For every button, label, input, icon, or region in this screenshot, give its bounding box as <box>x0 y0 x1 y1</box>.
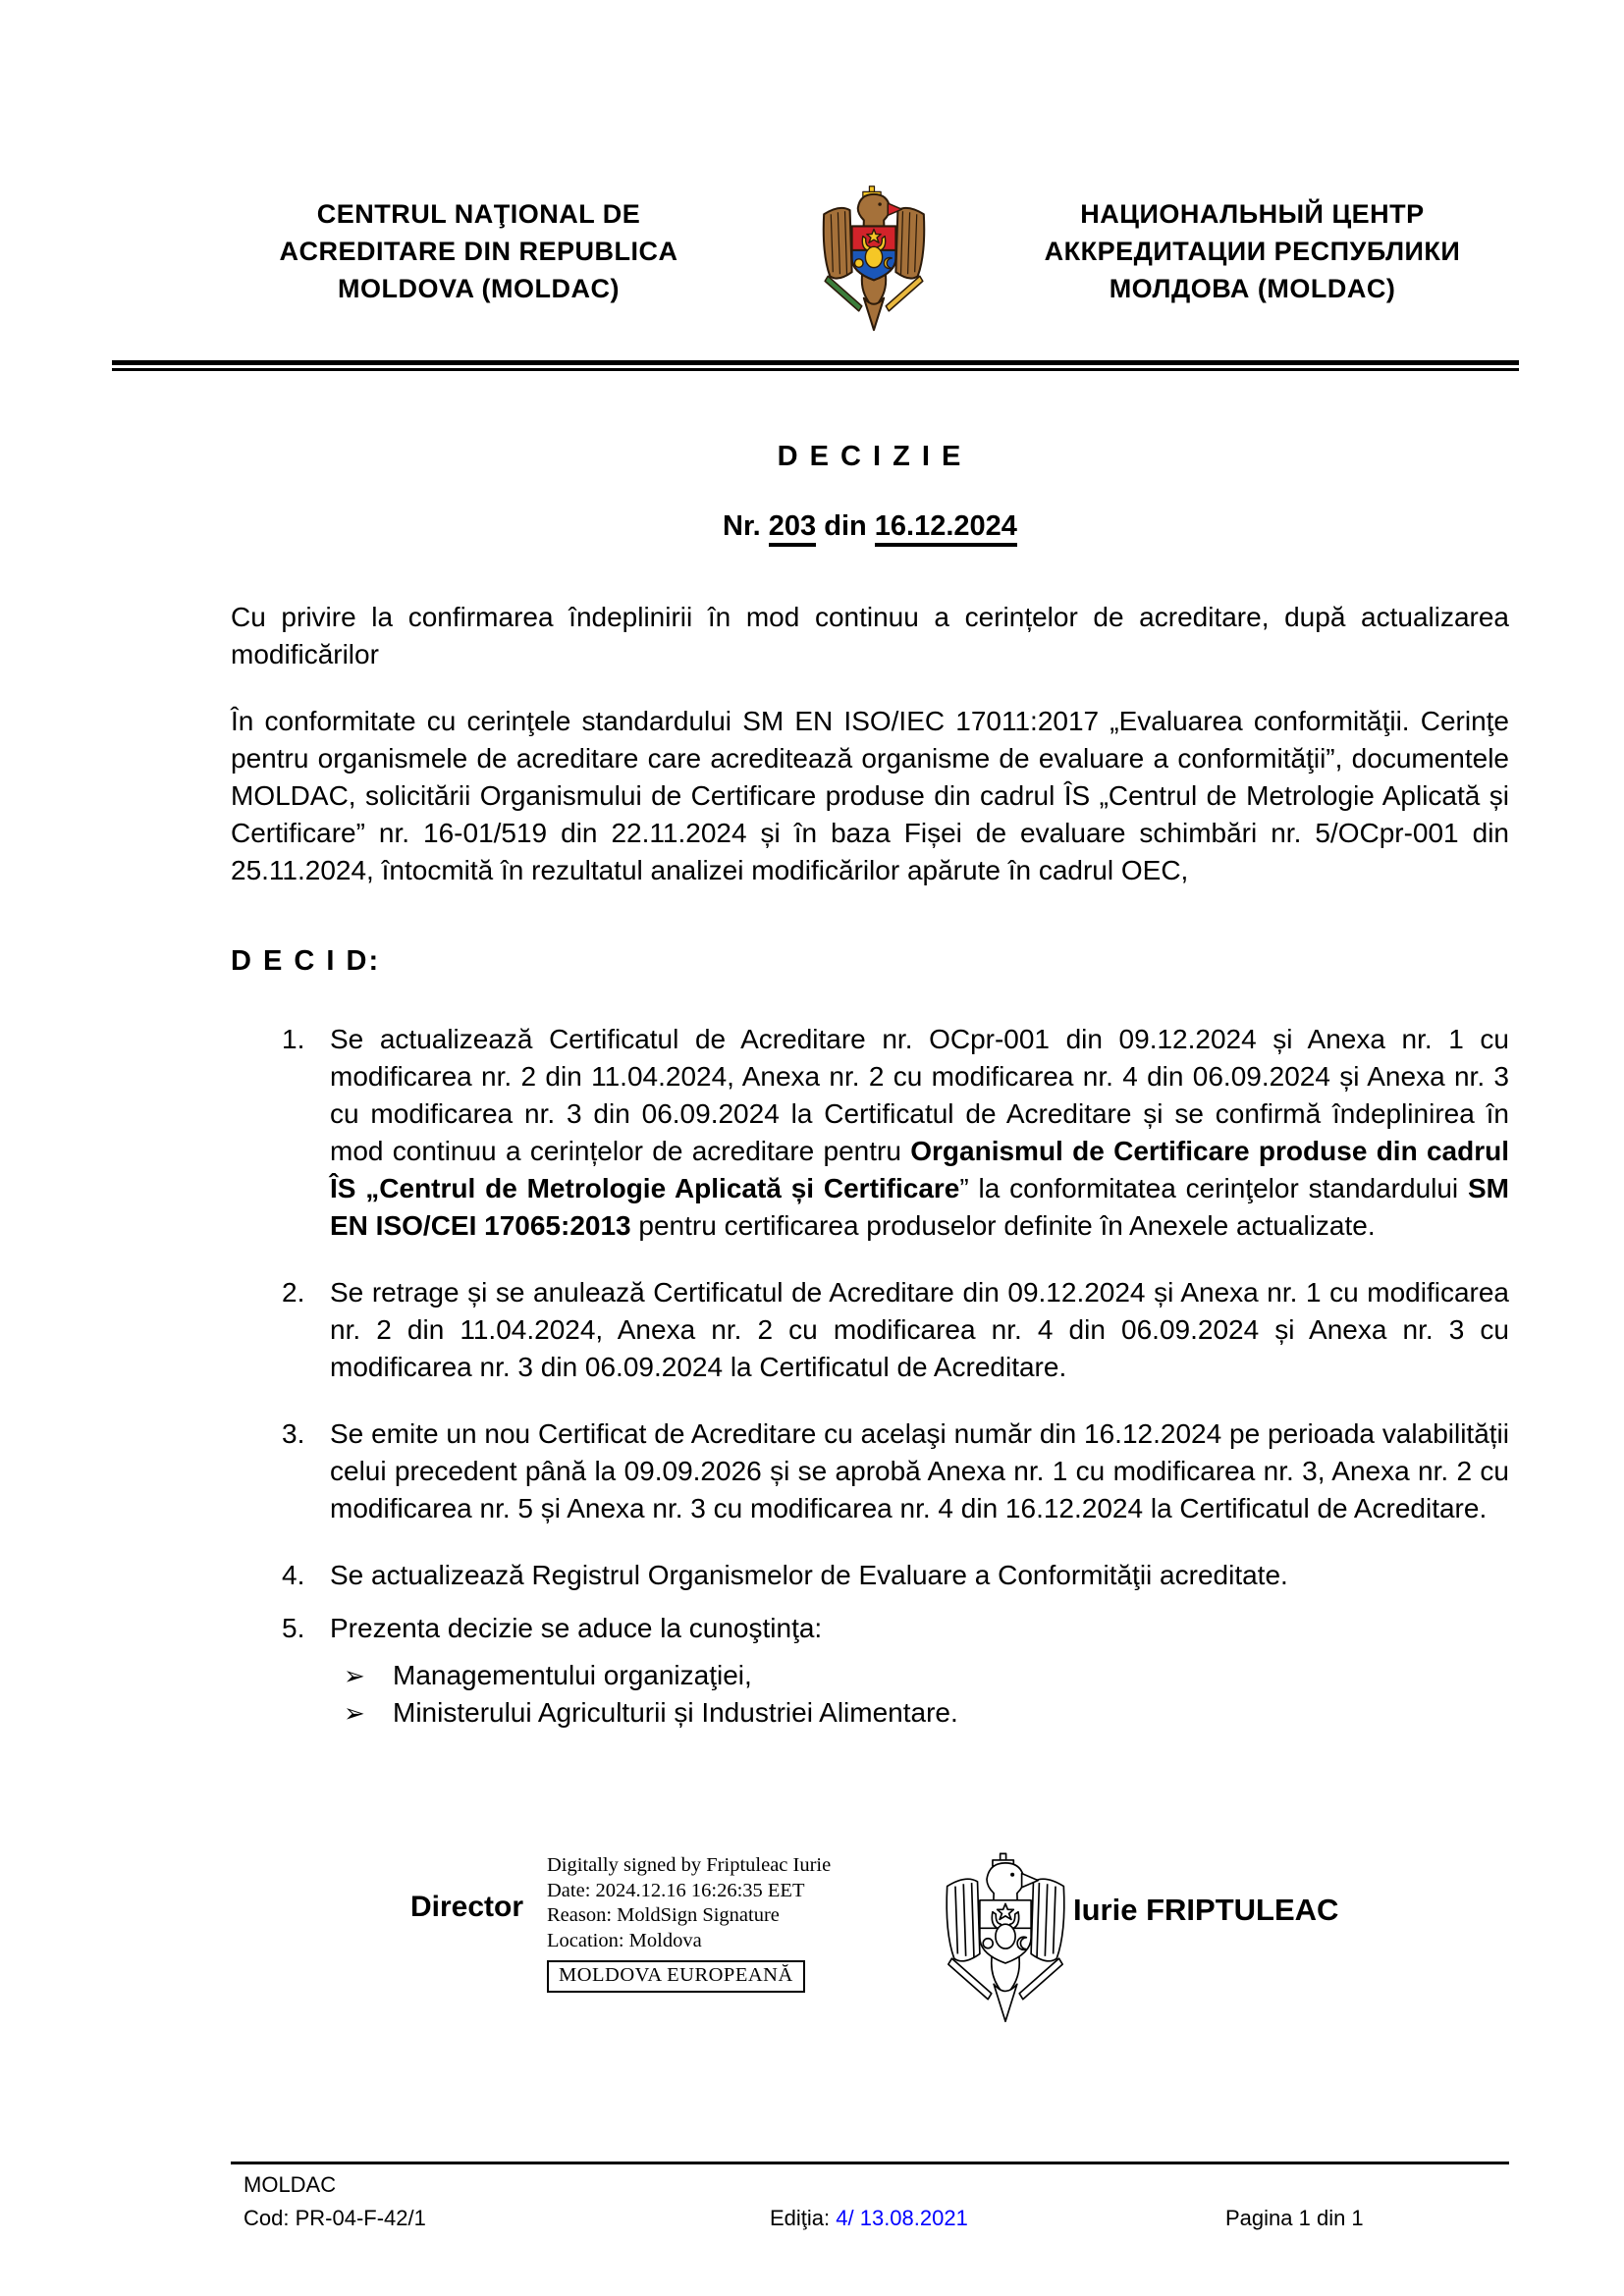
decision-item-5 <box>282 1610 1509 1732</box>
date-connector: din <box>816 510 875 542</box>
decision-items-list <box>231 1021 1509 1732</box>
notify-item-ministry <box>344 1694 1509 1732</box>
header-divider <box>112 360 1519 371</box>
subject-paragraph: Cu privire la confirmarea îndeplinirii în mod continuu a cerințelor de acreditare, după actualizarea modificărilor <box>231 602 1509 669</box>
item-text: Se emite un nou Certificat de Acreditare cu acelaşi număr din 16.12.2024 pe perioada valabilității celui precedent până la 09.09.2026 și se aprobă Anexa nr. 1 cu modificarea nr. 3, Anexa nr. 2 cu modificarea nr. 5 și Anexa nr. 3 cu modificarea nr. 4 din 16.12.2024 la Certificatul de Acreditare. <box>330 1418 1509 1523</box>
moldova-coat-of-arms-icon <box>814 183 934 336</box>
moldova-europeana-badge: MOLDOVA EUROPEANĂ <box>547 1960 805 1993</box>
page-footer <box>231 2162 1509 2253</box>
item1-run3: ” la conformitatea cerinţelor standardului <box>959 1173 1468 1203</box>
decision-item-2 <box>282 1274 1509 1386</box>
org-name-ro-line1: CENTRUL NAŢIONAL DE <box>316 199 641 229</box>
signatory-name: Iurie FRIPTULEAC <box>1073 1893 1339 1927</box>
arrow-bullet-icon: ➢ <box>344 1698 365 1728</box>
preamble-paragraph: În conformitate cu cerinţele standardului SM EN ISO/IEC 17011:2017 „Evaluarea conformităţii. Cerinţe pentru organismele de acreditare care acreditează organisme de evaluare a conformităţii”, documentele MOLDAC, solicitării Organismului de Certificare produse din cadrul ÎS „Centrul de Metrologie Aplicată și Certificare” nr. 16-01/519 din 22.11.2024 și în baza Fișei de evaluare schimbări nr. 5/OCpr-001 din 25.11.2024, întocmită în rezultatul analizei modificărilor apărute în cadrul OEC, <box>231 706 1509 885</box>
edition-label: Ediţia: <box>770 2206 837 2230</box>
footer-document-code: Cod: PR-04-F-42/1 <box>244 2206 426 2230</box>
org-name-ro-line3: MOLDOVA (MOLDAC) <box>338 274 620 303</box>
item5-heading: Prezenta decizie se aduce la cunoştinţa: <box>330 1613 823 1643</box>
digital-reason: Reason: MoldSign Signature <box>547 1904 780 1926</box>
item1-run1: Se actualizează Certificatul de Acreditare nr. OCpr-001 din 09.12.2024 și Anexa nr. 1 cu modificarea nr. 2 din 11.04.2024, Anexa nr. 2 cu modificarea nr. 4 din 06.09.2024 și Anexa nr. 3 cu modificarea nr. 3 din 06.09.2024 la Certificatul de Acreditare și se confirmă îndeplinirea în mod continuu a cerințelor de acreditare pentru <box>330 1024 1509 1166</box>
director-label: Director <box>410 1891 524 1923</box>
org-name-ru-line1: НАЦИОНАЛЬНЫЙ ЦЕНТР <box>1080 199 1425 229</box>
decide-heading: D E C I D: <box>231 945 381 977</box>
decision-item-1 <box>282 1021 1509 1245</box>
org-name-ro-line2: ACREDITARE DIN REPUBLICA <box>279 237 678 266</box>
org-name-ru-line3: МОЛДОВА (MOLDAC) <box>1109 274 1396 303</box>
number-prefix: Nr. <box>723 510 769 542</box>
org-name-romanian <box>231 195 727 307</box>
item1-run2-bold: Organismul de Certificare produse din cadrul ÎS „Centrul de Metrologie Aplicată și Certificare <box>330 1136 1510 1203</box>
moldova-coat-of-arms-outline-icon <box>931 1851 1080 2026</box>
digital-date: Date: 2024.12.16 16:26:35 EET <box>547 1879 805 1901</box>
item-number: 5. <box>282 1613 305 1643</box>
decision-item-4 <box>282 1557 1509 1594</box>
footer-page-number: Pagina 1 din 1 <box>1225 2206 1364 2230</box>
digital-location: Location: Moldova <box>547 1929 702 1951</box>
item-number: 4. <box>282 1560 305 1590</box>
edition-value: 4/ 13.08.2021 <box>836 2206 968 2230</box>
item1-run4-bold: SM EN ISO/CEI 17065:2013 <box>330 1173 1509 1241</box>
decision-item-3 <box>282 1415 1509 1527</box>
item-text: Se retrage și se anulează Certificatul de Acreditare din 09.12.2024 și Anexa nr. 1 cu modificarea nr. 2 din 11.04.2024, Anexa nr. 2 cu modificarea nr. 4 din 06.09.2024 și Anexa nr. 3 cu modificarea nr. 3 din 06.09.2024 la Certificatul de Acreditare. <box>330 1277 1509 1382</box>
item-text <box>330 1610 1509 1732</box>
notify-item-label: Managementului organizaţiei, <box>393 1660 752 1690</box>
item-text: Se actualizează Registrul Organismelor de Evaluare a Conformităţii acreditate. <box>330 1560 1288 1590</box>
notify-item-management <box>344 1657 1509 1694</box>
document-title: D E C I Z I E <box>777 441 963 472</box>
footer-edition <box>770 2206 968 2231</box>
notify-list <box>344 1657 1509 1732</box>
item-number: 1. <box>282 1024 305 1054</box>
item1-run5: pentru certificarea produselor definite în Anexele actualizate. <box>630 1210 1376 1241</box>
notify-item-label: Ministerului Agriculturii și Industriei Alimentare. <box>393 1697 958 1728</box>
digital-signature-details <box>547 1853 831 1993</box>
footer-org: MOLDAC <box>244 2172 337 2197</box>
org-name-russian <box>995 195 1510 307</box>
digital-signed-by: Digitally signed by Friptuleac Iurie <box>547 1854 832 1876</box>
decision-number: 203 <box>769 510 816 547</box>
arrow-bullet-icon: ➢ <box>344 1661 365 1690</box>
signature-block <box>231 1851 1509 2048</box>
item-text <box>330 1021 1509 1245</box>
org-name-ru-line2: АККРЕДИТАЦИИ РЕСПУБЛИКИ <box>1044 237 1461 266</box>
decision-date: 16.12.2024 <box>875 510 1017 547</box>
item-number: 2. <box>282 1277 305 1308</box>
item-number: 3. <box>282 1418 305 1449</box>
decision-number-line <box>231 510 1509 543</box>
